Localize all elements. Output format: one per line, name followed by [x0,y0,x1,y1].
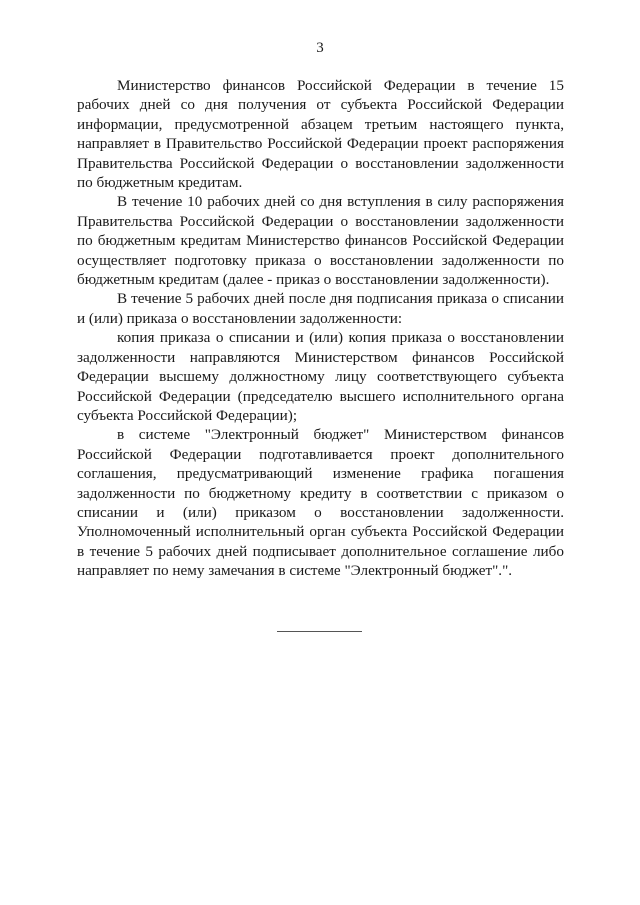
paragraph-after-signing: В течение 5 рабочих дней после дня подписания приказа о списании и (или) приказа о восстановлении задолженности: [77,290,564,327]
paragraph-restoration-order-prep: В течение 10 рабочих дней со дня вступления в силу распоряжения Правительства Российской Федерации о восстановлении задолженности по бюджетным кредитам Министерство финансов Российской Федерации осуществляет подготовку приказа о восстановлении задолженности по бюджетным кредитам (далее - приказ о восстановлении задолженности). [77,193,564,289]
paragraph-order-copy-sent: копия приказа о списании и (или) копия приказа о восстановлении задолженности направляются Министерством финансов Российской Федерации высшему должностному лицу соответствующего субъекта Российской Федерации (председателю высшего исполнительного органа субъекта Российской Федерации); [77,329,564,424]
page-number: 3 [316,40,324,56]
closing-rule-divider [277,631,362,632]
paragraph-electronic-budget: в системе "Электронный бюджет" Министерством финансов Российской Федерации подготавливается проект дополнительного соглашения, предусматривающий изменение графика погашения задолженности по бюджетному кредиту в соответствии с приказом о списании и (или) приказом о восстановлении задолженности. Уполномоченный исполнительный орган субъекта Российской Федерации в течение 5 рабочих дней подписывает дополнительное соглашение либо направляет по нему замечания в системе "Электронный бюджет".". [77,426,564,580]
paragraph-ministry-sends-draft: Министерство финансов Российской Федерации в течение 15 рабочих дней со дня получения от субъекта Российской Федерации информации, предусмотренной абзацем третьим настоящего пункта, направляет в Правительство Российской Федерации проект распоряжения Правительства Российской Федерации о восстановлении задолженности по бюджетным кредитам. [77,77,564,192]
document-body [77,76,564,581]
